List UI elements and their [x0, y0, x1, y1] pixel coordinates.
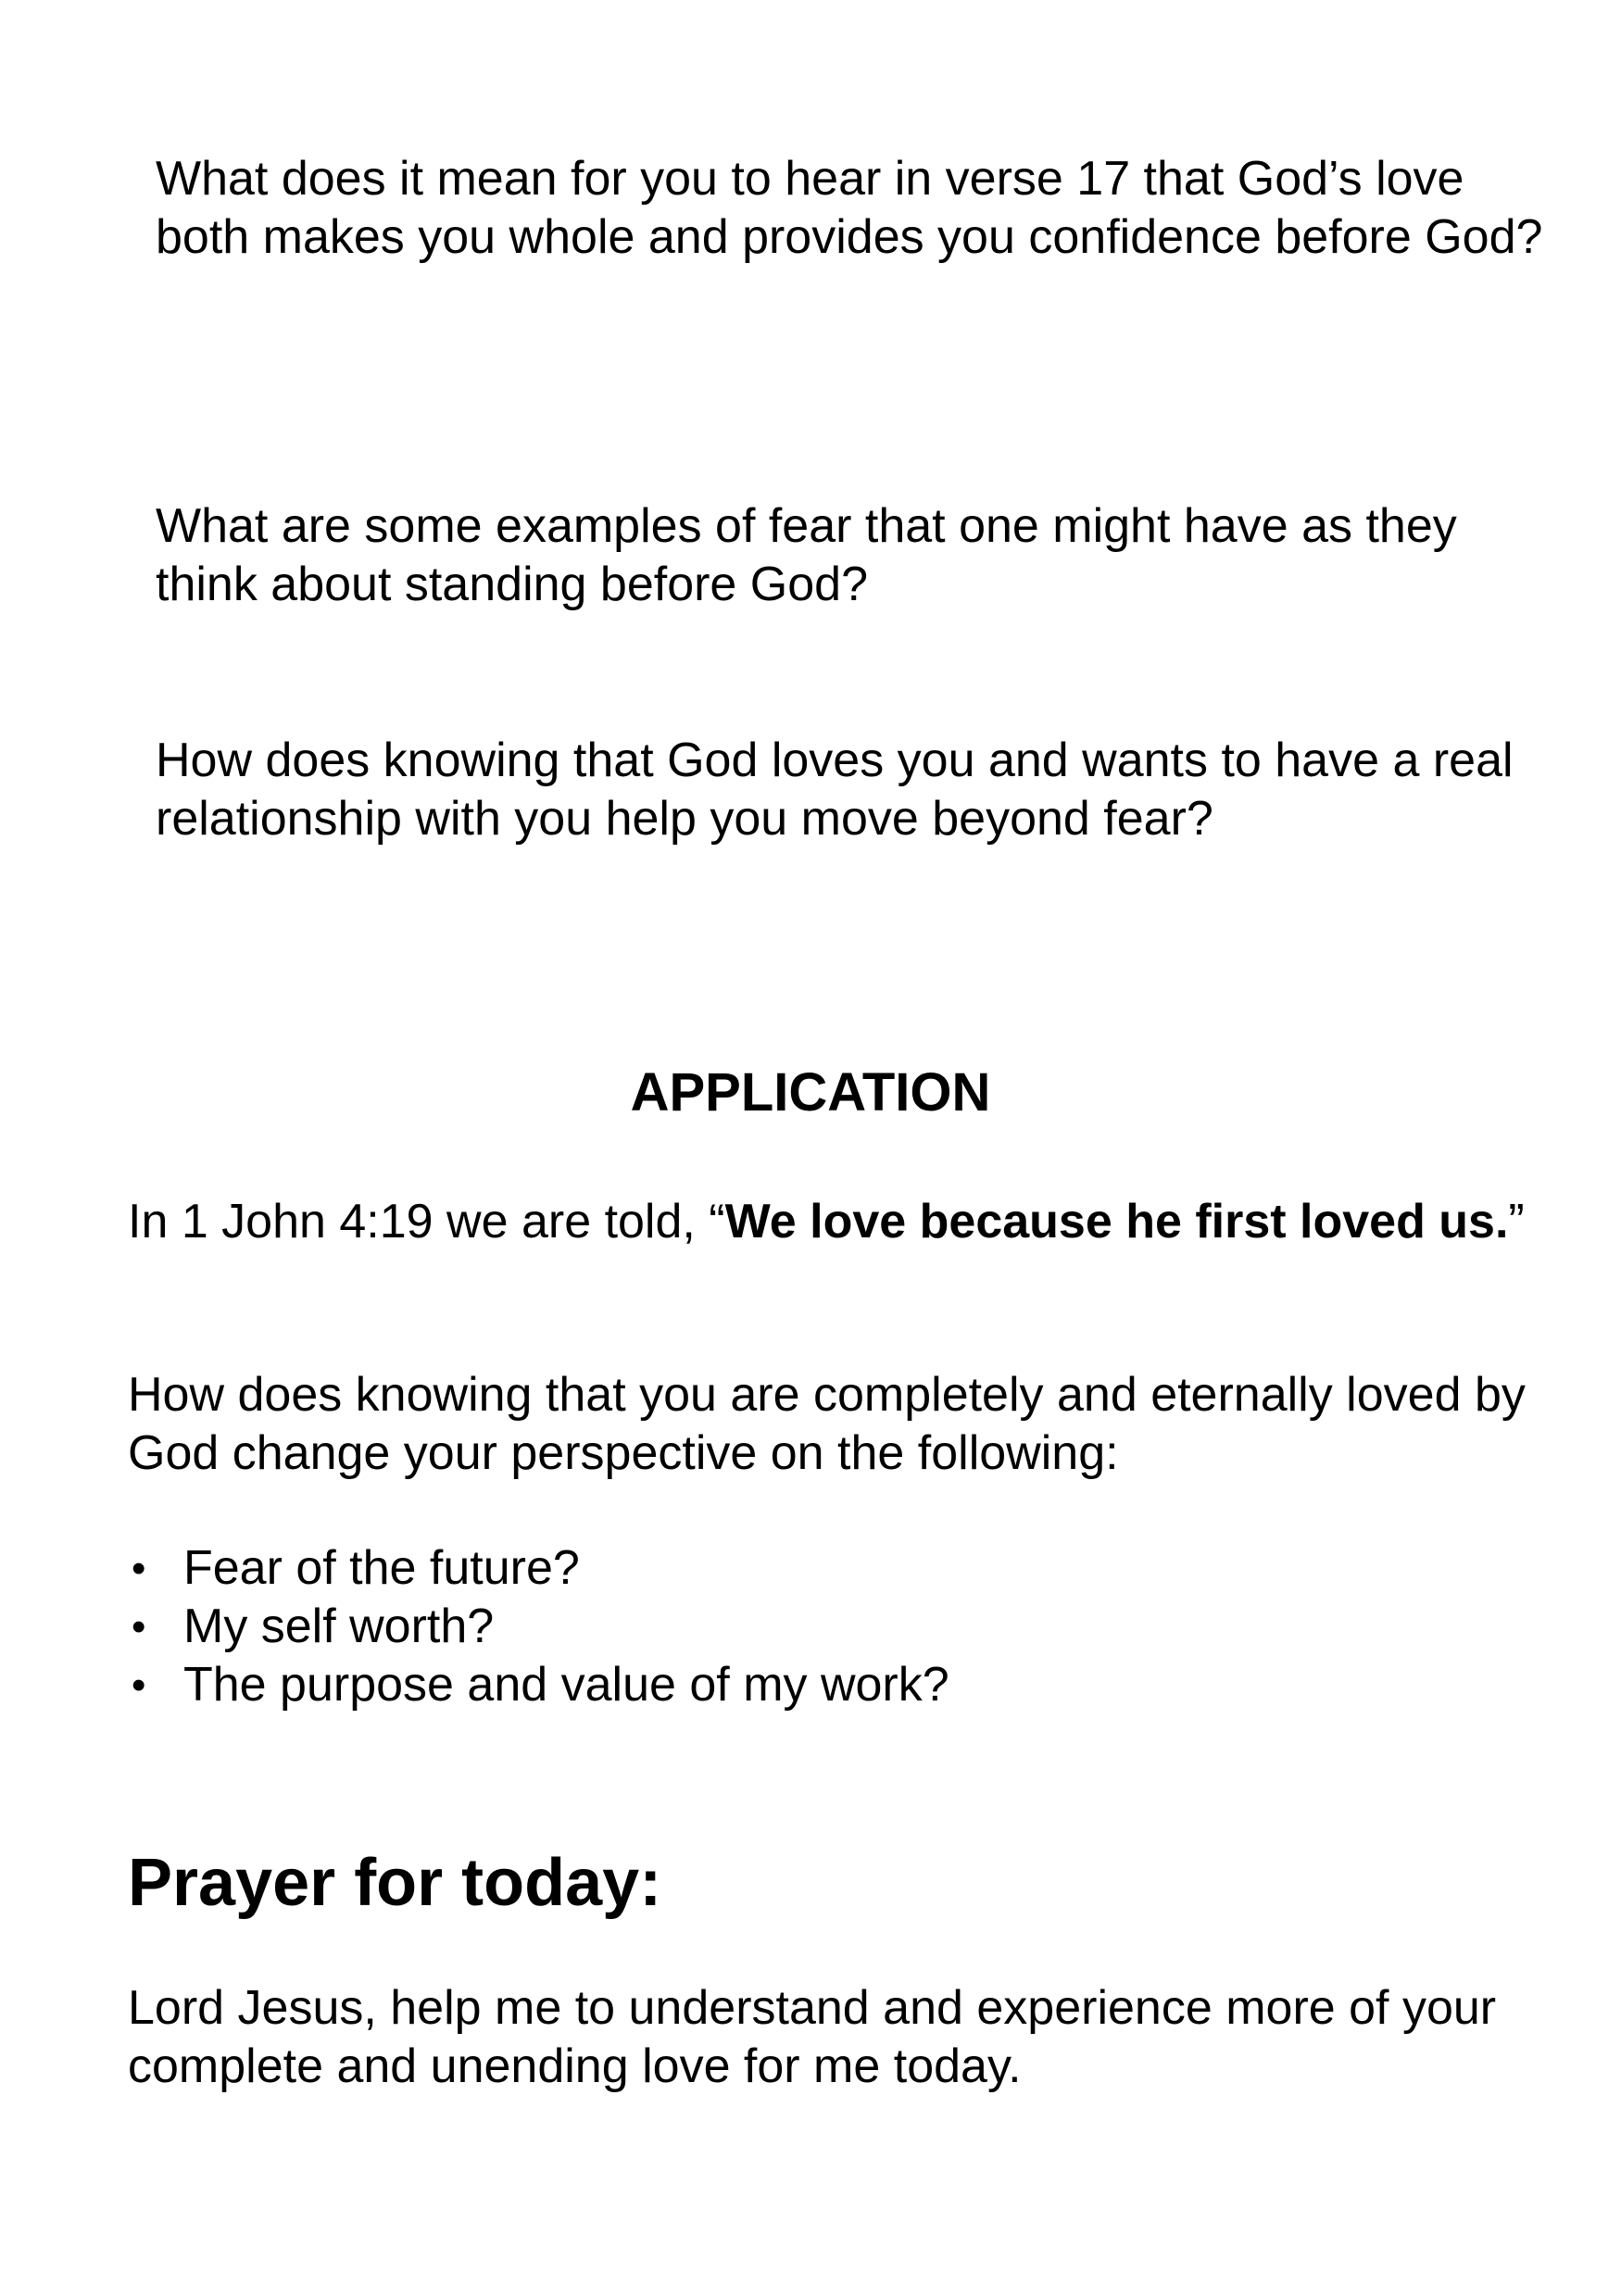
prayer-text: Lord Jesus, help me to understand and experience more of your complete and unending love for me today.: [128, 1981, 1497, 2093]
application-verse: [128, 1193, 1536, 1251]
list-item-label: My self worth?: [183, 1600, 495, 1653]
question-beyond-fear: How does knowing that God loves you and wants to have a real relationship with you help you move beyond fear?: [156, 734, 1514, 846]
bullet-icon: •: [132, 1604, 146, 1650]
application-heading: APPLICATION: [630, 1062, 991, 1123]
application-prompt: How does knowing that you are completely and eternally loved by God change your perspective on the following:: [128, 1368, 1526, 1480]
verse-intro: In 1 John 4:19 we are told, “: [128, 1195, 725, 1248]
list-item: [128, 1656, 949, 1714]
bullet-icon: •: [132, 1662, 146, 1708]
list-item-label: Fear of the future?: [183, 1541, 580, 1595]
verse-close: ”: [1508, 1195, 1525, 1248]
list-item: [128, 1598, 949, 1656]
question-verse-17: What does it mean for you to hear in verse 17 that God’s love both makes you whole and provides you confidence before God?: [156, 152, 1543, 264]
list-item-label: The purpose and value of my work?: [183, 1658, 949, 1712]
prayer-heading: Prayer for today:: [128, 1846, 662, 1920]
question-examples-of-fear: What are some examples of fear that one might have as they think about standing before God?: [156, 499, 1457, 611]
list-item: [128, 1539, 949, 1598]
perspective-list: [128, 1539, 949, 1714]
verse-quote: We love because he first loved us.: [724, 1195, 1509, 1248]
bullet-icon: •: [132, 1546, 146, 1591]
